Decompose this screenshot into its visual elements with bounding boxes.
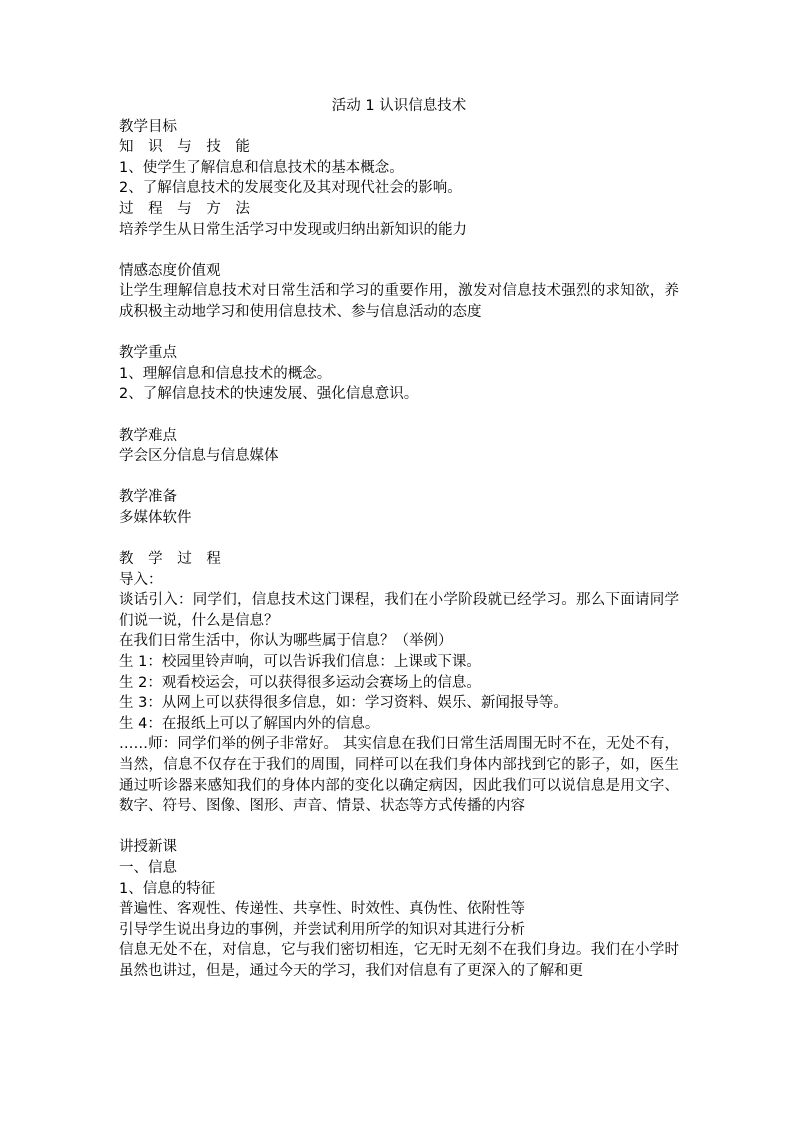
subsection-heading: 1、信息的特征 (119, 880, 216, 897)
student-answer: 生 1：校园里铃声响，可以告诉我们信息：上课或下课。 (119, 654, 481, 671)
blank-line (119, 817, 679, 838)
blank-line (119, 405, 679, 426)
difficulty-heading: 教学难点 (119, 427, 177, 444)
blank-line (119, 528, 679, 549)
student-answer: 生 4：在报纸上可以了解国内外的信息。 (119, 715, 380, 732)
process-heading: 过 程 与 方 法 (119, 200, 255, 217)
intro-text: 谈话引入：同学们，信息技术这门课程，我们在小学阶段就已经学习。那么下面请同学们说一说，什么是信息？ (119, 592, 679, 629)
attitude-text: 让学生理解信息技术对日常生活和学习的重要作用，激发对信息技术强烈的求知欲，养成积极主动地学习和使用信息技术、参与信息活动的态度 (119, 283, 679, 320)
blank-line (119, 240, 679, 261)
features-text: 普遍性、客观性、传递性、共享性、时效性、真伪性、依附性等 (119, 901, 525, 918)
student-answer: 生 2：观看校运会，可以获得很多运动会赛场上的信息。 (119, 674, 481, 691)
preparation-text: 多媒体软件 (119, 509, 192, 526)
process-text: 培养学生从日常生活学习中发现或归纳出新知识的能力 (119, 221, 467, 238)
blank-line (119, 323, 679, 344)
objectives-heading: 教学目标 (119, 118, 177, 135)
document-title: 活动 1 认识信息技术 (331, 98, 467, 114)
attitude-heading: 情感态度价值观 (119, 262, 221, 279)
blank-line (119, 467, 679, 488)
question-text: 在我们日常生活中，你认为哪些属于信息？（举例） (119, 633, 453, 650)
document-page (119, 96, 679, 982)
key-points-heading: 教学重点 (119, 345, 177, 362)
knowledge-item: 1、使学生了解信息和信息技术的基本概念。 (119, 159, 404, 176)
section-heading: 一、信息 (119, 859, 177, 876)
new-lesson-heading: 讲授新课 (119, 839, 177, 856)
key-point-item: 1、理解信息和信息技术的概念。 (119, 365, 332, 382)
knowledge-heading: 知 识 与 技 能 (119, 139, 255, 156)
difficulty-text: 学会区分信息与信息媒体 (119, 448, 279, 465)
intro-label: 导入： (119, 571, 163, 588)
preparation-heading: 教学准备 (119, 489, 177, 506)
student-answer: 生 3：从网上可以获得很多信息，如：学习资料、娱乐、新闻报导等。 (119, 695, 568, 712)
key-point-item: 2、了解信息技术的快速发展、强化信息意识。 (119, 386, 419, 403)
teacher-text: ……师：同学们举的例子非常好。 其实信息在我们日常生活周围无时不在，无处不有，当然，信息不仅存在于我们的周围，同样可以在我们身体内部找到它的影子，如，医生通过听诊器来感知我们的身体内部的变化以确定病因，因此我们可以说信息是用文字、数字、符号、图像、图形、声音、情景、状态等方式传播的内容 (119, 736, 679, 815)
guide-text: 引导学生说出身边的事例，并尝试利用所学的知识对其进行分析 (119, 921, 525, 938)
knowledge-item: 2、了解信息技术的发展变化及其对现代社会的影响。 (119, 180, 462, 197)
procedure-heading: 教 学 过 程 (119, 551, 226, 568)
closing-text: 信息无处不在，对信息，它与我们密切相连，它无时无刻不在我们身边。我们在小学时虽然也讲过，但是，通过今天的学习，我们对信息有了更深入的了解和更 (119, 942, 679, 979)
